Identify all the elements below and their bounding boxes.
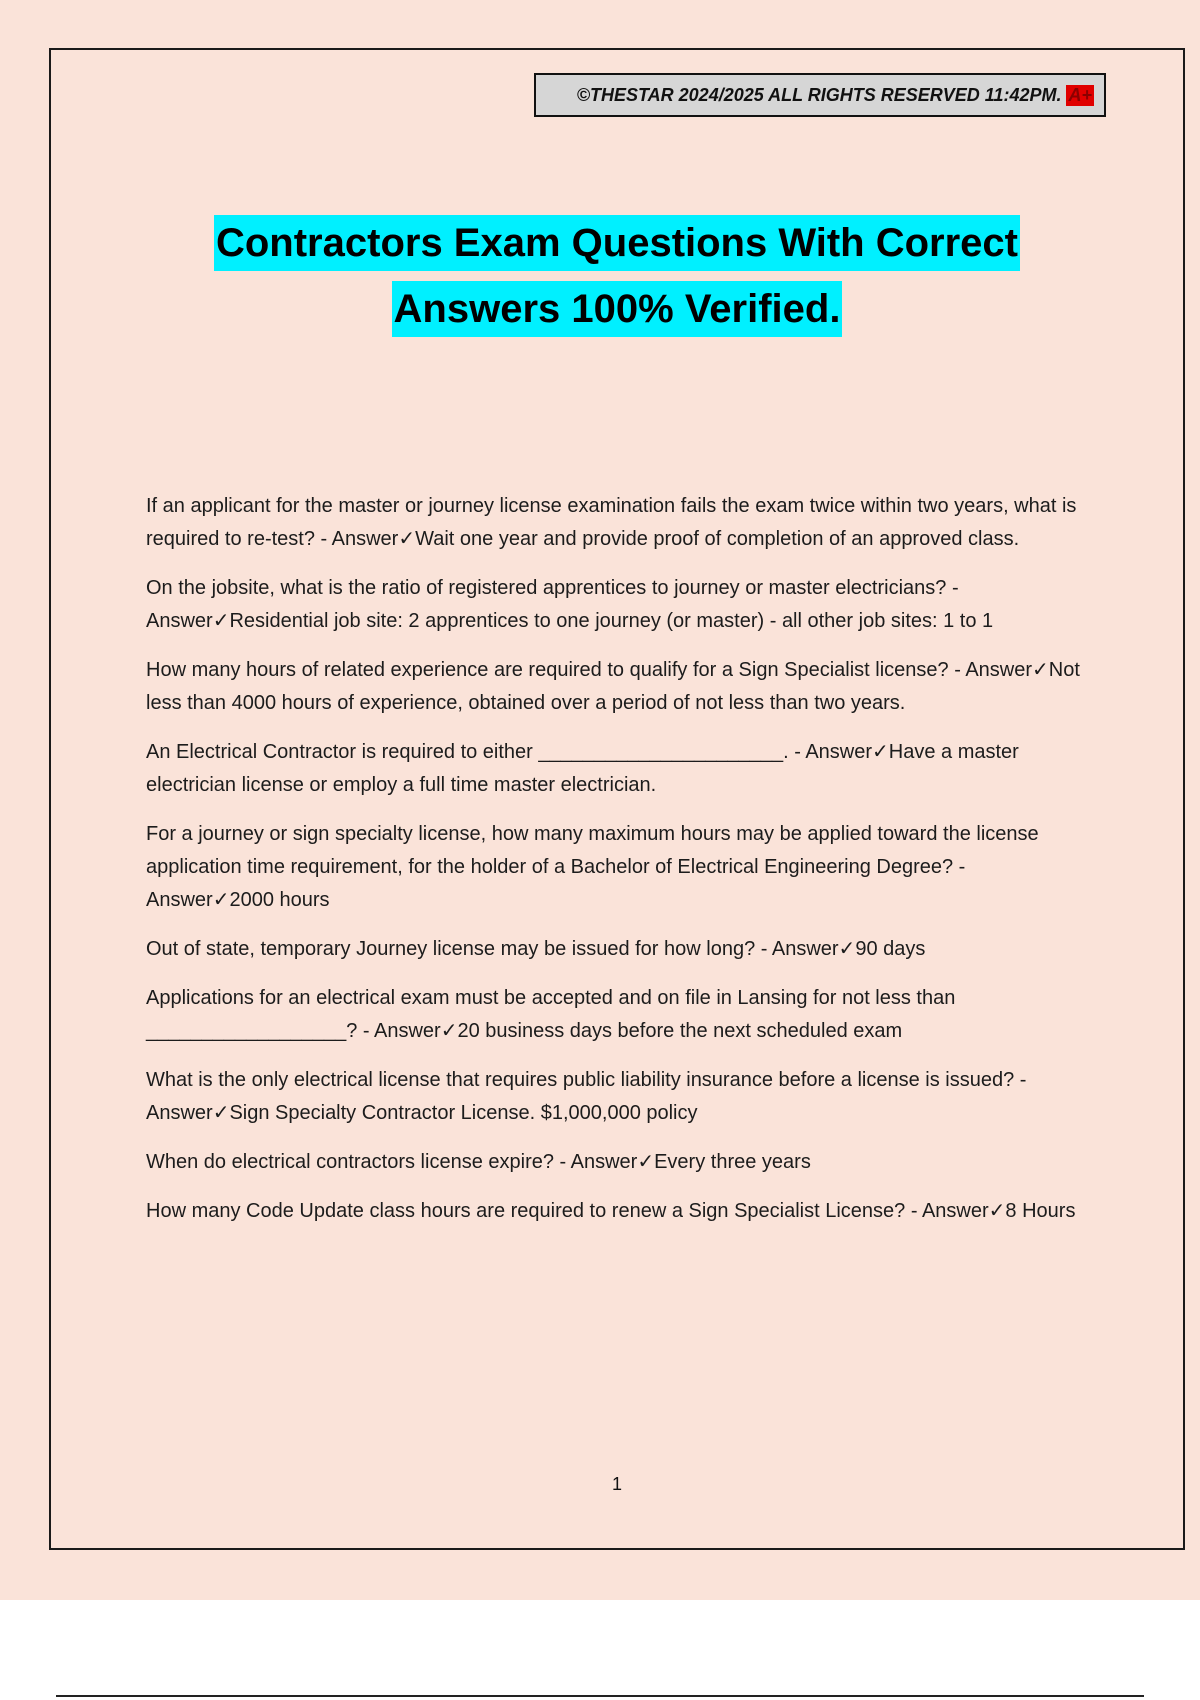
qa-item: Out of state, temporary Journey license may be issued for how long? - Answer✓90 days	[146, 938, 926, 960]
qa-item: Applications for an electrical exam must be accepted and on file in Lansing for not less than __________________? - Answer✓20 business days before the next scheduled exam	[146, 987, 956, 1042]
title-line-1: Contractors Exam Questions With Correct	[214, 215, 1020, 271]
title-line-2: Answers 100% Verified.	[392, 281, 843, 337]
qa-item: When do electrical contractors license expire? - Answer✓Every three years	[146, 1151, 811, 1173]
copyright-header-box	[534, 73, 1106, 117]
qa-item: For a journey or sign specialty license, how many maximum hours may be applied toward the license application time requirement, for the holder of a Bachelor of Electrical Engineering Degree? - Answer✓2000 hours	[146, 823, 1039, 911]
page-number: 1	[611, 1474, 622, 1494]
qa-item: How many hours of related experience are required to qualify for a Sign Specialist license? - Answer✓Not less than 4000 hours of experience, obtained over a period of not less than two years.	[146, 659, 1080, 714]
qa-item: How many Code Update class hours are required to renew a Sign Specialist License? - Answer✓8 Hours	[146, 1200, 1076, 1222]
qa-list	[146, 490, 1086, 1244]
qa-item: What is the only electrical license that requires public liability insurance before a license is issued? - Answer✓Sign Specialty Contractor License. $1,000,000 policy	[146, 1069, 1027, 1124]
qa-item: If an applicant for the master or journey license examination fails the exam twice within two years, what is required to re-test? - Answer✓Wait one year and provide proof of completion of an approved class.	[146, 495, 1077, 550]
copyright-text: ©THESTAR 2024/2025 ALL RIGHTS RESERVED 11:42PM.	[576, 84, 1062, 105]
bottom-divider	[56, 1695, 1144, 1697]
document-title	[100, 210, 1134, 342]
grade-badge: A+	[1068, 84, 1092, 105]
qa-item: An Electrical Contractor is required to either ______________________. - Answer✓Have a master electrician license or employ a full time master electrician.	[146, 741, 1019, 796]
qa-item: On the jobsite, what is the ratio of registered apprentices to journey or master electricians? - Answer✓Residential job site: 2 apprentices to one journey (or master) - all other job sites: 1 to 1	[146, 577, 994, 632]
